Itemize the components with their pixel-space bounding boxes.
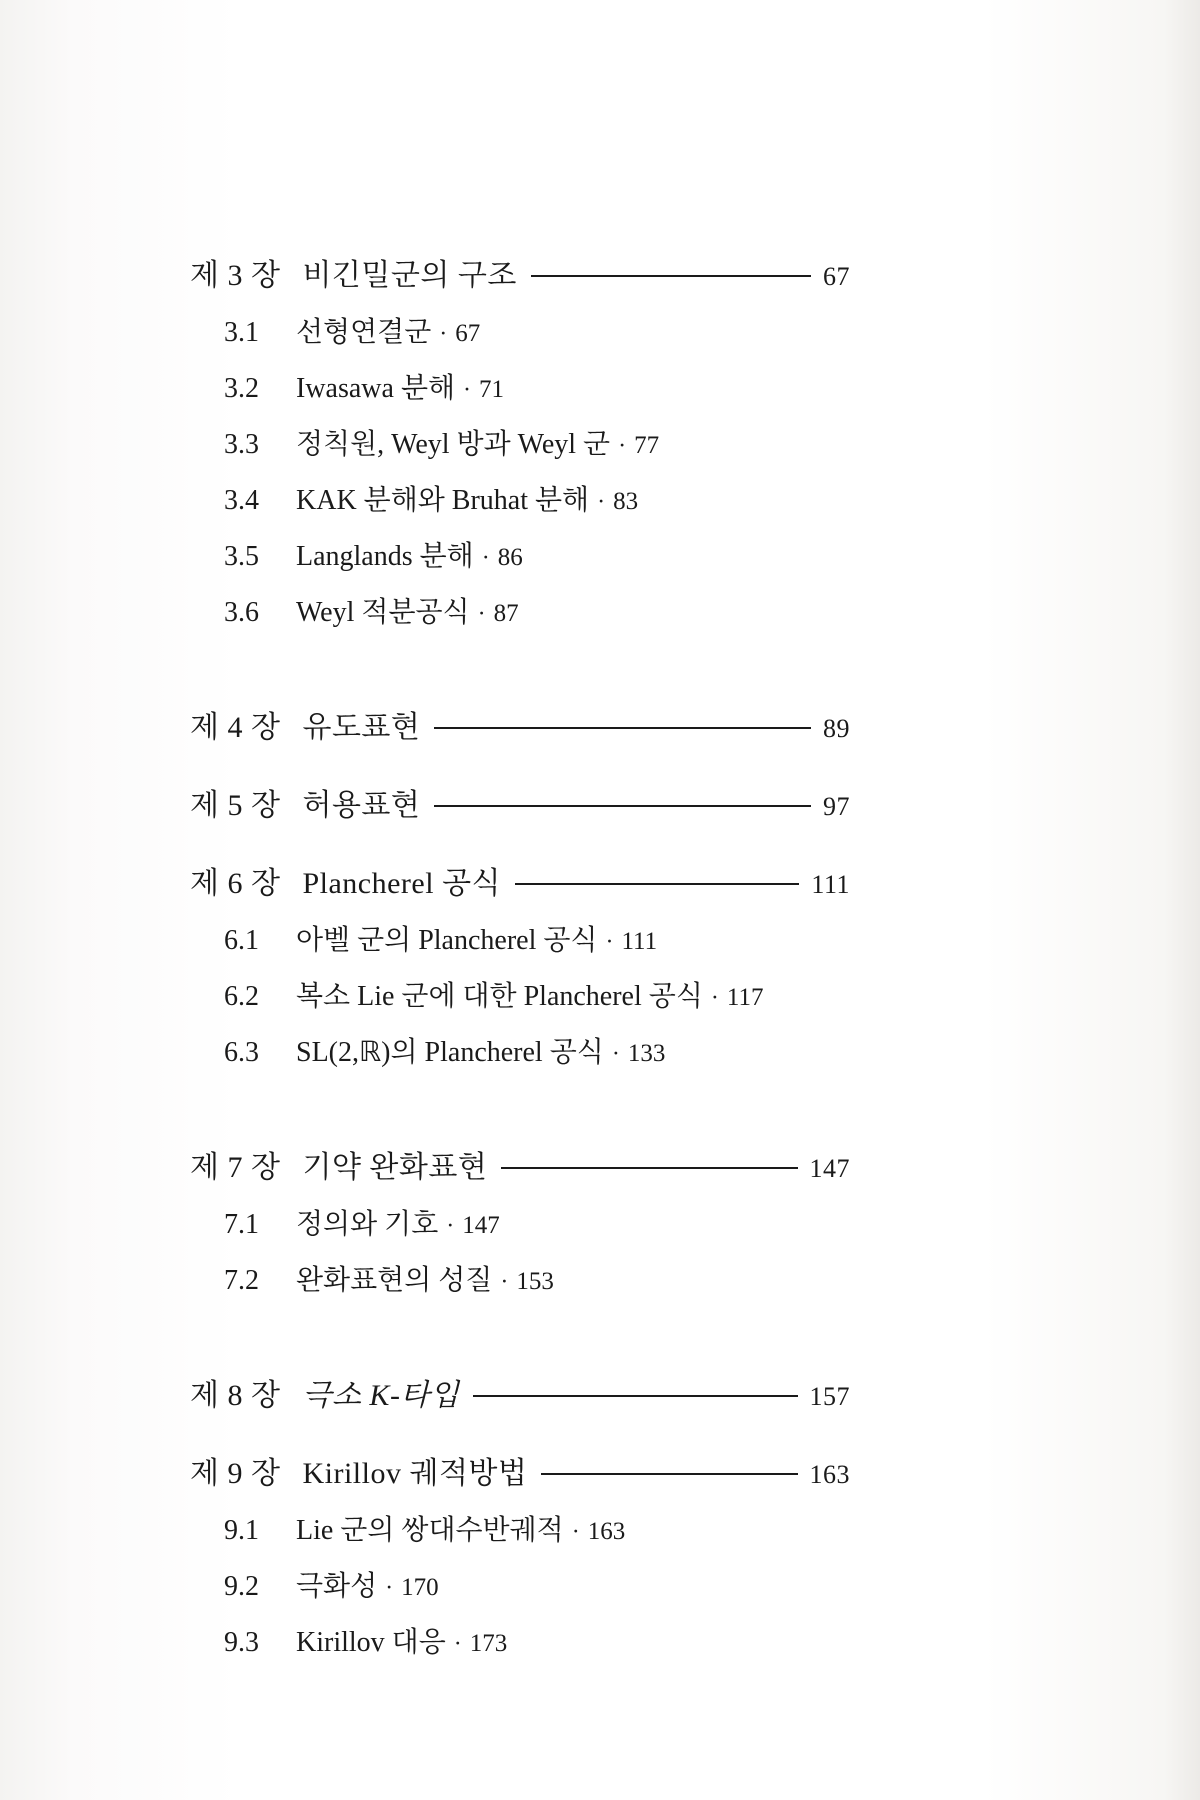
chapter-9-sections — [190, 1508, 850, 1660]
toc-chapter-entry — [190, 780, 850, 824]
separator-dot: · — [463, 377, 472, 403]
leader-line — [434, 814, 811, 815]
leader-line — [515, 892, 799, 893]
section-page-number: 87 — [493, 600, 519, 627]
toc-section-entry — [224, 974, 850, 1014]
section-number: 3.1 — [224, 317, 259, 348]
section-title: 극화성 — [296, 1571, 378, 1602]
section-page-number: 173 — [469, 1630, 508, 1657]
section-page-number: 67 — [455, 320, 481, 347]
toc-chapter-entry — [190, 858, 850, 902]
section-number: 9.3 — [224, 1627, 259, 1658]
chapter-page-number: 111 — [811, 870, 850, 899]
toc-chapter-entry — [190, 1448, 850, 1492]
separator-dot: · — [385, 1575, 394, 1601]
leader-line — [501, 1176, 797, 1177]
toc-section-entry — [224, 1030, 850, 1070]
section-title: Lie 군의 쌍대수반궤적 — [296, 1515, 564, 1546]
section-number: 3.2 — [224, 373, 259, 404]
separator-dot: · — [571, 1519, 580, 1545]
chapter-label: 제 8 장 — [190, 1379, 281, 1412]
toc-section-entry — [224, 1202, 850, 1242]
section-number: 7.2 — [224, 1265, 259, 1296]
section-page-number: 170 — [401, 1574, 439, 1601]
toc-chapter-entry — [190, 250, 850, 294]
spacer — [190, 1086, 850, 1108]
section-page-number: 86 — [497, 544, 523, 571]
chapter-page-number: 147 — [809, 1154, 850, 1183]
chapter-title: 기약 완화표현 — [302, 1151, 488, 1184]
section-page-number: 77 — [634, 432, 660, 459]
leader-line — [434, 736, 811, 737]
chapter-label: 제 3 장 — [190, 259, 281, 292]
spacer — [190, 646, 850, 668]
section-page-number: 147 — [462, 1212, 500, 1239]
section-page-number: 83 — [613, 488, 639, 515]
chapter-page-number: 67 — [823, 262, 850, 291]
chapter-title: Plancherel 공식 — [302, 867, 502, 900]
section-number: 3.5 — [224, 541, 259, 572]
section-number: 3.4 — [224, 485, 259, 516]
leader-line — [541, 1482, 797, 1483]
toc-chapter-entry — [190, 702, 850, 746]
section-title: Iwasawa 분해 — [296, 373, 456, 404]
chapter-label: 제 4 장 — [190, 711, 281, 744]
toc-section-entry — [224, 1620, 850, 1660]
separator-dot: · — [500, 1269, 509, 1295]
separator-dot: · — [453, 1631, 462, 1657]
leader-line — [531, 284, 811, 285]
toc-section-entry — [224, 422, 850, 462]
section-number: 9.2 — [224, 1571, 259, 1602]
separator-dot: · — [597, 489, 606, 515]
chapter-3-sections — [190, 310, 850, 630]
section-title: Kirillov 대응 — [296, 1627, 446, 1658]
section-title: 정의와 기호 — [296, 1209, 439, 1240]
toc-section-entry — [224, 1564, 850, 1604]
chapter-7-sections — [190, 1202, 850, 1298]
section-title: SL(2,ℝ)의 Plancherel 공식 — [296, 1037, 604, 1068]
section-number: 6.1 — [224, 925, 259, 956]
toc-chapter-entry — [190, 1370, 850, 1414]
section-number: 3.3 — [224, 429, 259, 460]
toc-section-entry — [224, 366, 850, 406]
section-page-number: 71 — [479, 376, 505, 403]
section-number: 6.3 — [224, 1037, 259, 1068]
chapter-page-number: 163 — [809, 1460, 850, 1489]
chapter-title: 허용표현 — [302, 789, 421, 822]
section-title: 아벨 군의 Plancherel 공식 — [296, 925, 598, 956]
separator-dot: · — [446, 1213, 455, 1239]
chapter-title: 극소 K-타입 — [302, 1379, 460, 1412]
toc-section-entry — [224, 478, 850, 518]
section-page-number: 153 — [516, 1268, 554, 1295]
chapter-page-number: 157 — [809, 1382, 850, 1411]
section-title: 완화표현의 성질 — [296, 1265, 493, 1296]
chapter-label: 제 9 장 — [190, 1457, 281, 1490]
section-page-number: 133 — [627, 1040, 666, 1067]
leader-line — [473, 1404, 797, 1405]
section-number: 7.1 — [224, 1209, 259, 1240]
spacer — [190, 1314, 850, 1336]
toc-section-entry — [224, 1258, 850, 1298]
toc-section-entry — [224, 918, 850, 958]
separator-dot: · — [710, 985, 719, 1011]
section-page-number: 163 — [587, 1518, 626, 1545]
separator-dot: · — [605, 929, 614, 955]
chapter-label: 제 6 장 — [190, 867, 281, 900]
section-title: Weyl 적분공식 — [296, 597, 470, 628]
section-number: 9.1 — [224, 1515, 259, 1546]
chapter-title: 유도표현 — [302, 711, 421, 744]
section-title: KAK 분해와 Bruhat 분해 — [296, 485, 590, 516]
toc-section-entry — [224, 534, 850, 574]
section-page-number: 117 — [726, 984, 764, 1011]
chapter-title: Kirillov 궤적방법 — [302, 1457, 528, 1490]
section-title: 복소 Lie 군에 대한 Plancherel 공식 — [296, 981, 703, 1012]
section-page-number: 111 — [621, 928, 658, 955]
chapter-label: 제 5 장 — [190, 789, 281, 822]
separator-dot: · — [618, 433, 627, 459]
chapter-label: 제 7 장 — [190, 1151, 281, 1184]
separator-dot: · — [481, 545, 490, 571]
section-number: 3.6 — [224, 597, 259, 628]
section-title: 정칙원, Weyl 방과 Weyl 군 — [296, 429, 611, 460]
toc-section-entry — [224, 590, 850, 630]
table-of-contents — [190, 250, 850, 1660]
section-title: Langlands 분해 — [296, 541, 474, 572]
separator-dot: · — [611, 1041, 620, 1067]
section-title: 선형연결군 — [296, 317, 432, 348]
chapter-6-sections — [190, 918, 850, 1070]
separator-dot: · — [477, 601, 486, 627]
chapter-page-number: 97 — [823, 792, 850, 821]
toc-chapter-entry — [190, 1142, 850, 1186]
chapter-title: 비긴밀군의 구조 — [302, 259, 517, 292]
separator-dot: · — [439, 321, 448, 347]
section-number: 6.2 — [224, 981, 259, 1012]
toc-section-entry — [224, 310, 850, 350]
toc-section-entry — [224, 1508, 850, 1548]
chapter-page-number: 89 — [823, 714, 850, 743]
